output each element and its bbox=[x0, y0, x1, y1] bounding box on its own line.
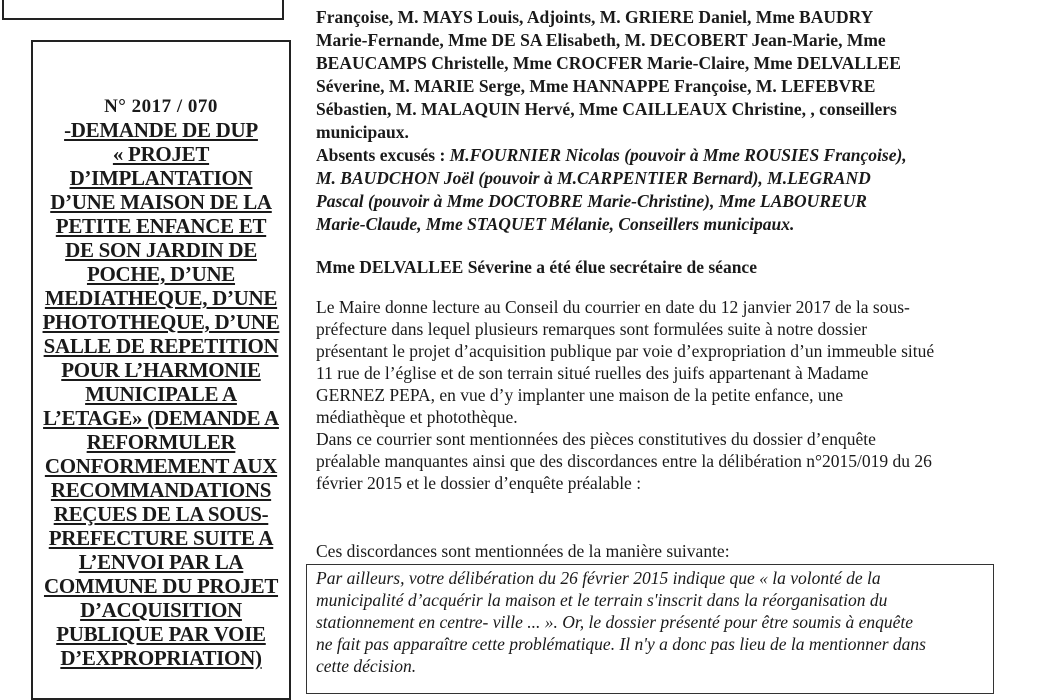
subject-line: MEDIATHEQUE, D’UNE bbox=[44, 286, 278, 310]
absent-members-line: M. BAUDCHON Joël (pouvoir à M.CARPENTIER Bernard), M.LEGRAND bbox=[316, 168, 871, 188]
subject-line: REÇUES DE LA SOUS- bbox=[53, 502, 269, 526]
body-line: médiathèque et photothèque. bbox=[316, 407, 518, 427]
quote-line: stationnement en centre- ville ... ». Or, le dossier présenté pour être soumis à enquête bbox=[316, 612, 913, 632]
subject-line: D’IMPLANTATION bbox=[69, 166, 253, 190]
quote-line: Par ailleurs, votre délibération du 26 février 2015 indique que « la volonté de la bbox=[316, 568, 881, 588]
present-members-line: Françoise, M. MAYS Louis, Adjoints, M. GRIERE Daniel, Mme BAUDRY bbox=[316, 7, 874, 27]
subject-line: MUNICIPALE A bbox=[85, 382, 237, 406]
subject-line: L’ENVOI PAR LA bbox=[78, 550, 244, 574]
subject-line: D’ACQUISITION bbox=[80, 598, 242, 622]
subject-line: PHOTOTHEQUE, D’UNE bbox=[42, 310, 280, 334]
absent-members-line: Pascal (pouvoir à Mme DOCTOBRE Marie-Christine), Mme LABOUREUR bbox=[316, 191, 867, 211]
secretary-line: Mme DELVALLEE Séverine a été élue secrétaire de séance bbox=[316, 257, 757, 277]
subject-line: DE SON JARDIN DE bbox=[65, 238, 257, 262]
subject-line: -DEMANDE DE DUP bbox=[64, 118, 258, 142]
quote-line: ne fait pas apparaître cette problématique. Il n'y a donc pas lieu de la mentionner dans bbox=[316, 634, 926, 654]
body-line: GERNEZ PEPA, en vue d’y implanter une maison de la petite enfance, une bbox=[316, 385, 844, 405]
subject-line: D’UNE MAISON DE LA bbox=[50, 190, 272, 214]
present-members-line: municipaux. bbox=[316, 122, 409, 142]
body-line: Le Maire donne lecture au Conseil du courrier en date du 12 janvier 2017 de la sous- bbox=[316, 297, 910, 317]
subject-line: REFORMULER bbox=[86, 430, 236, 454]
subject-line: L’ETAGE» (DEMANDE A bbox=[43, 406, 279, 430]
subject-line: PUBLIQUE PAR VOIE bbox=[56, 622, 266, 646]
absent-members-line: Marie-Claude, Mme STAQUET Mélanie, Conseillers municipaux. bbox=[316, 214, 795, 234]
header-box bbox=[2, 0, 284, 20]
subject-line: PETITE ENFANCE ET bbox=[55, 214, 267, 238]
subject-line: COMMUNE DU PROJET bbox=[43, 574, 279, 598]
subject-line: CONFORMEMENT AUX bbox=[44, 454, 278, 478]
quote-line: cette décision. bbox=[316, 656, 417, 676]
deliberation-subject-box bbox=[31, 40, 291, 700]
quote-line: municipalité d’acquérir la maison et le terrain s'inscrit dans la réorganisation du bbox=[316, 590, 888, 610]
body-line: 11 rue de l’église et de son terrain situé ruelles des juifs appartenant à Madame bbox=[316, 363, 869, 383]
subject-line: POCHE, D’UNE bbox=[86, 262, 236, 286]
body-line: Dans ce courrier sont mentionnées des pièces constitutives du dossier d’enquête bbox=[316, 429, 876, 449]
absent-members-line bbox=[316, 144, 907, 166]
deliberation-subject bbox=[37, 118, 285, 670]
absent-text: M.FOURNIER Nicolas (pouvoir à Mme ROUSIES Françoise), bbox=[445, 145, 907, 165]
deliberation-number: N° 2017 / 070 bbox=[104, 96, 218, 117]
body-line: présentant le projet d’acquisition publique par voie d’expropriation d’un immeuble situé bbox=[316, 341, 935, 361]
subject-line: « PROJET bbox=[112, 142, 210, 166]
body-line: préfecture dans lequel plusieurs remarques sont formulées suite à notre dossier bbox=[316, 319, 868, 339]
subject-line: PREFECTURE SUITE A bbox=[48, 526, 274, 550]
present-members-line: Marie-Fernande, Mme DE SA Elisabeth, M. DECOBERT Jean-Marie, Mme bbox=[316, 30, 886, 50]
discordances-intro: Ces discordances sont mentionnées de la manière suivante: bbox=[316, 541, 730, 561]
body-line: préalable manquantes ainsi que des discordances entre la délibération n°2015/019 du 26 bbox=[316, 451, 932, 471]
subject-line: RECOMMANDATIONS bbox=[50, 478, 272, 502]
body-line: février 2015 et le dossier d’enquête préalable : bbox=[316, 473, 642, 493]
present-members-line: BEAUCAMPS Christelle, Mme CROCFER Marie-Claire, Mme DELVALLEE bbox=[316, 53, 901, 73]
subject-line: SALLE DE REPETITION bbox=[43, 334, 279, 358]
present-members-line: Sébastien, M. MALAQUIN Hervé, Mme CAILLEAUX Christine, , conseillers bbox=[316, 99, 897, 119]
absent-label: Absents excusés : bbox=[316, 145, 446, 165]
subject-line: D’EXPROPRIATION) bbox=[60, 646, 262, 670]
subject-line: POUR L’HARMONIE bbox=[61, 358, 261, 382]
present-members-line: Séverine, M. MARIE Serge, Mme HANNAPPE Françoise, M. LEFEBVRE bbox=[316, 76, 876, 96]
